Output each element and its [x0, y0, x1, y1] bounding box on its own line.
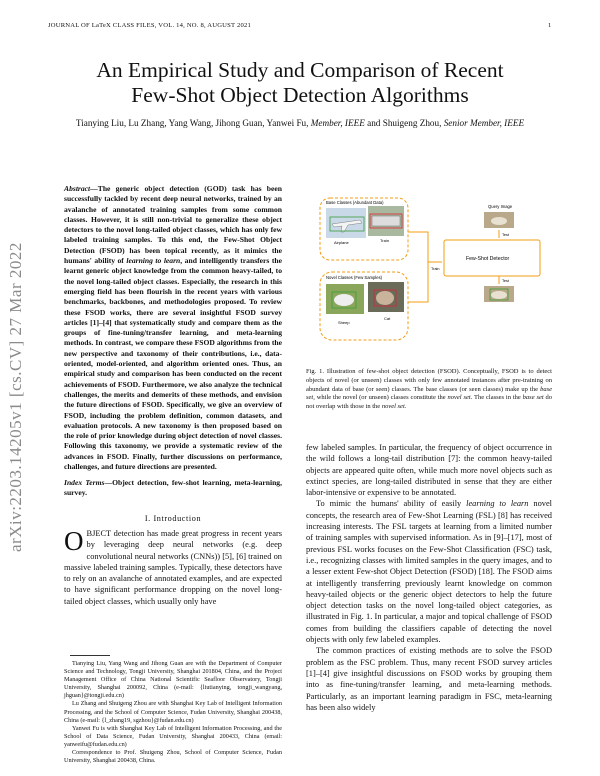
drop-cap: O — [64, 526, 84, 556]
abstract — [64, 184, 282, 472]
caption-novel-set: novel set — [447, 394, 471, 402]
footnote-3: Yanwei Fu is with Shanghai Key Lab of Intelligent Information Processing, and the School of Data Science, Fudan University, Shanghai 200433, China (email: yanweifu@fudan.edu.cn) — [64, 724, 282, 748]
index-terms — [64, 478, 282, 499]
figure-1 — [318, 192, 544, 362]
title-line-2: Few-Shot Object Detection Algorithms — [131, 83, 469, 107]
right-p2-rest: novel concepts, the research area of Few-Shot Learning (FSL) [8] has received increasing interests. The FSL targets at learning from a limited number of training samples with supervised information. As in [9]–[17], most of previous FSL works focuses on the Few-Shot Classification (FSC) task, i.e., recognizing classes with limited samples in the query images, and to a lesser extent Few-shot Object Detection (FSOD) [18]. The FSOD aims at intelligently transferring previously learnt knowledge on common heavy-tailed objects or the generic object detectors to help the future object detection tasks on the novel long-tailed object categories, as illustrated in Fig. 1. In particular, a major and topical challenge of FSOD comes from building the classifiers capable of detecting the novel objects with only few labeled examples. — [306, 499, 553, 645]
author-and: and Shuigeng Zhou, — [367, 118, 442, 128]
query-test-label: Test — [502, 233, 509, 237]
caption-text: Illustration of few-shot object detection (FSOD). Conceptually, FSOD is to detect objects of novel (or unseen) classes with only few annotated instances after pre-training on abundant data of base (or seen) classes. The base classes (or seen classes) make up the — [306, 368, 552, 393]
intro-caps: BJECT — [86, 529, 112, 538]
novel-classes-label: Novel Classes (Few Samples) — [326, 275, 383, 280]
index-terms-text: —Object detection, few-shot learning, meta-learning, survey. — [64, 478, 282, 498]
right-p2-lead: To mimic the humans' ability of easily — [316, 499, 462, 509]
train-arrow-top — [408, 232, 442, 262]
train-arrow-bottom — [408, 262, 428, 302]
author-names: Tianying Liu, Lu Zhang, Yang Wang, Jihong Guan, Yanwei Fu, — [75, 118, 309, 128]
right-paragraph-2 — [306, 498, 552, 645]
sheep-shape — [334, 294, 354, 306]
right-column-body — [306, 442, 552, 713]
few-shot-detector-label: Few-Shot Detector — [466, 256, 510, 262]
sheep-label: Sheep — [338, 320, 350, 325]
figure-caption — [306, 368, 552, 412]
caption-novel-set-2: novel set — [381, 403, 405, 411]
section-heading: I. Introduction — [144, 514, 202, 523]
footnote-4: Correspondence to Prof. Shuigeng Zhou, School of Computer Science, Fudan University, Shanghai 200438, China. — [64, 749, 282, 765]
train-arrow-label: Train — [431, 267, 440, 271]
airplane-label: Airplane — [334, 240, 349, 245]
caption-label: Fig. 1. — [306, 368, 325, 375]
output-subject — [491, 291, 507, 299]
title-line-1: An Empirical Study and Comparison of Recent — [96, 58, 504, 82]
right-paragraph-1: few labeled samples. In particular, the frequency of object occurrence in the wild follows a long-tail distribution [7]: the common heavy-tailed objects are appeared quite often, while much more novel objects such as extinct species, are long-tailed distributed in sense that they are either labor-intensive or expensive to be annotated. — [306, 443, 552, 498]
footnote-2: Lu Zhang and Shuigeng Zhou are with Shanghai Key Lab of Intelligent Information Processing, and the School of Computer Science, Fudan University, Shanghai 200438, China (e-mail: {l_zhang19, sgzhou}@fudan.edu.cn) — [64, 700, 282, 724]
page-number: 1 — [548, 22, 552, 29]
caption-base-set-2: base set — [522, 394, 544, 402]
abstract-label: Abstract — [64, 184, 91, 193]
abstract-text: —The generic object detection (GOD) task has been successfully tackled by recent deep neural networks, trained by an avalanche of annotated training samples from some common classes. However, it is still non-trivial to generalize these object detectors to the novel long-tailed object classes, which has only few labeled training samples. To this end, the Few-Shot Object Detection (FSOD) has been topical recently, as it mimics the humans' ability of — [64, 184, 282, 266]
cat-shape — [376, 291, 394, 305]
query-subject — [491, 217, 507, 225]
caption-text-2: , while the novel (or unseen) classes constitute the — [313, 394, 446, 402]
paper-title — [48, 58, 552, 108]
caption-text-4: do not overlap with those in the — [306, 394, 553, 411]
footnote-1: Tianying Liu, Yang Wang and Jihong Guan are with the Department of Computer Science and Technology, Tongji University, Shanghai 201804, China, and the Project Management Office of China National Scientific Seafloor Observatory, Tongji University, Shanghai 200092, China (e-mail: {liutianying, tongji_wangyang, jhguan}@tongji.edu.cn) — [64, 660, 282, 700]
intro-paragraph — [64, 528, 282, 607]
index-terms-label: Index Terms — [64, 478, 105, 487]
intro-text: detection has made great progress in recent years by leveraging deep neural networks (e.g. deep convolutional neural networks (CNNs)) [5], [6] trained on massive labeled training samples. Typically, these detectors have to rely on an avalanche of annotated examples, and are expected to have significant performance dropping on the novel long-tailed object classes, which usually only have — [64, 529, 282, 606]
right-p2-italic: learning to learn — [466, 499, 529, 509]
running-header: JOURNAL OF LaTeX CLASS FILES, VOL. 14, NO. 8, AUGUST 2021 — [48, 22, 251, 29]
output-test-label: Test — [502, 279, 509, 283]
cat-label: Cat — [384, 316, 391, 321]
abstract-text-2: , and intelligently transfers the learnt generic object knowledge from the common heavy-tailed, to the novel long-tailed object classes. Especially, the research in this emerging field has been flourish in the recent years with various benchmarks, backbones, and methodologies proposed. To review these FSOD works, there are several insightful FSOD survey articles [1]–[4] that systematically study and compare them as the groups of fine-tuning/transfer learning, and meta-learning methods. In contrast, we compare these FSOD algorithms from the new perspective and taxonomy of their contributions, i.e., data-oriented, model-oriented, and algorithm oriented ones. Thus, an empirical study and comparison has been conducted on the recent achievements of FSOD. Furthermore, we also analyze the technical challenges, the merits and demerits of these methods, and envision the future directions of FSOD. Specifically, we give an overview of FSOD, including the problem definition, common datasets, and evaluation protocols. A new taxonomy is then proposed based on the role of prior knowledge during object detection of novel classes. Following this taxonomy, we provide a systematic review of the advances in FSOD. Finally, further discussions on performance, challenges, and future directions are presented. — [64, 256, 282, 472]
train-label: Train — [380, 238, 389, 243]
caption-text-3: . The classes in the — [470, 394, 521, 402]
base-classes-label: Base Classes (Abundant Data) — [326, 200, 384, 205]
author-list — [60, 117, 540, 129]
footnotes — [64, 660, 282, 765]
query-image-label: Query Image — [488, 204, 513, 209]
author-senior-membership: Senior Member, IEEE — [443, 118, 525, 128]
abstract-italic: learning to learn — [126, 256, 181, 266]
caption-base-set: base set — [306, 385, 553, 402]
author-membership: Member, IEEE — [310, 118, 365, 128]
right-paragraph-3: The common practices of existing methods are to solve the FSOD problem as the FSC problem. Thus, many recent FSOD survey articles [1]–[4] give insightful discussions on FSOD works by grouping them into as fine-tuning/transfer learning, and meta-learning methods. Particularly, as an important learning paradigm in FSC, meta-learning has been also widely — [306, 646, 552, 712]
train-shape — [372, 216, 400, 226]
footnote-rule — [70, 655, 110, 656]
caption-text-5: . — [404, 403, 407, 411]
arxiv-stamp: arXiv:2203.14205v1 [cs.CV] 27 Mar 2022 — [6, 242, 25, 552]
